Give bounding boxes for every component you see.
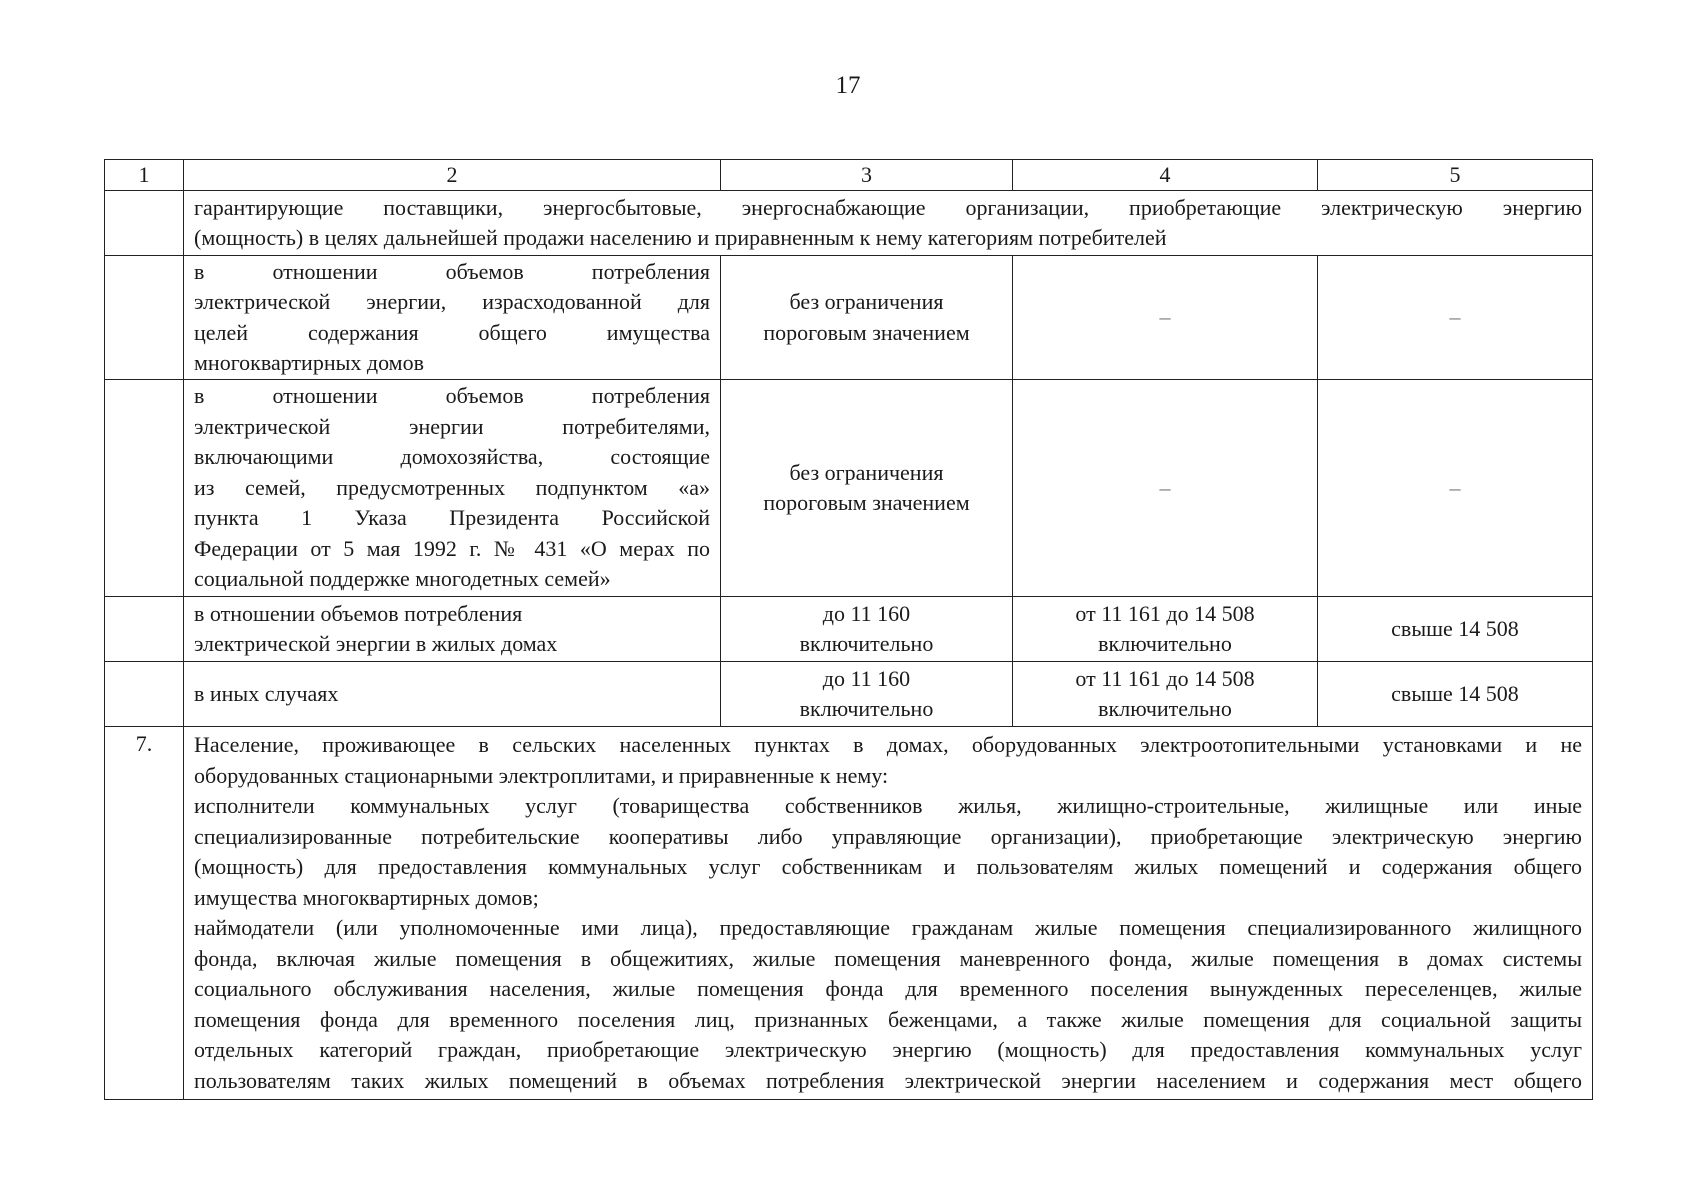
table-row — [105, 597, 1593, 662]
text-line: фонда, включая жилые помещения в общежитиях, жилые помещения маневренного фонда, жилые помещения в домах системы — [194, 945, 1582, 971]
dash-cell: – — [1318, 256, 1593, 380]
intro-text — [184, 191, 1593, 256]
text-line: специализированные потребительские кооперативы либо управляющие организации), приобретающие электрическую энергию — [194, 823, 1582, 849]
threshold-cell — [721, 597, 1013, 662]
header-cell: 1 — [105, 160, 184, 191]
text-line: электрической энергии в жилых домах — [194, 631, 558, 656]
row-number: 7. — [105, 727, 184, 1100]
threshold-cell — [721, 380, 1013, 597]
text-line: многоквартирных домов — [194, 350, 424, 375]
text-line: оборудованных стационарными электроплитами, и приравненные к нему: — [194, 762, 889, 788]
text-line: без ограничения — [789, 289, 944, 314]
text-line: от 11 161 до 14 508 — [1075, 600, 1255, 626]
table-row — [105, 727, 1593, 1100]
row-number — [105, 191, 184, 256]
text-line: включающими домохозяйства, состоящие — [194, 444, 710, 470]
description-cell — [184, 597, 721, 662]
row7-text — [184, 727, 1593, 1100]
empty-cell — [105, 256, 184, 380]
text-line: до 11 160 — [822, 600, 911, 626]
text-line: гарантирующие поставщики, энергосбытовые, энергоснабжающие организации, приобретающие электрическую энергию — [194, 194, 1582, 220]
text-line: (мощность) для предоставления коммунальных услуг собственникам и пользователям жилых помещений и содержания общего — [194, 854, 1582, 879]
text-line: наймодатели (или уполномоченные ими лица), предоставляющие гражданам жилые помещения специализированного жилищного — [194, 915, 1582, 940]
text-line: пороговым значением — [763, 319, 970, 345]
text-line: включительно — [1098, 696, 1232, 721]
text-line: из семей, предусмотренных подпунктом «а» — [194, 474, 710, 500]
threshold-cell: свыше 14 508 — [1318, 662, 1593, 727]
header-cell: 2 — [184, 160, 721, 191]
text-line: Федерации от 5 мая 1992 г. № 431 «О мерах по — [194, 535, 710, 561]
text-line: целей содержания общего имущества — [194, 319, 710, 345]
dash-cell: – — [1013, 256, 1318, 380]
text-line: социальной поддержке многодетных семей» — [194, 566, 611, 592]
empty-cell — [105, 662, 184, 727]
text-line: включительно — [799, 696, 934, 721]
threshold-cell — [1013, 597, 1318, 662]
text-line: в иных случаях — [194, 680, 339, 706]
description-cell — [184, 662, 721, 727]
text-line: до 11 160 — [822, 665, 911, 691]
threshold-cell: свыше 14 508 — [1318, 597, 1593, 662]
header-cell: 5 — [1318, 160, 1593, 191]
text-line: пороговым значением — [763, 490, 970, 515]
text-line: исполнители коммунальных услуг (товарищества собственников жилья, жилищно-строительные, жилищные или иные — [194, 793, 1582, 818]
text-line: электрической энергии, израсходованной для — [194, 289, 710, 314]
text-line: социального обслуживания населения, жилые помещения фонда для временного поселения вынужденных переселенцев, жилые — [194, 976, 1582, 1001]
threshold-cell — [721, 256, 1013, 380]
threshold-cell — [1013, 662, 1318, 727]
table-row — [105, 380, 1593, 597]
threshold-cell — [721, 662, 1013, 727]
text-line: без ограничения — [789, 459, 944, 485]
text-line: имущества многоквартирных домов; — [194, 884, 539, 910]
header-cell: 3 — [721, 160, 1013, 191]
text-line: электрической энергии потребителями, — [194, 413, 710, 439]
text-line: Население, проживающее в сельских населенных пунктах в домах, оборудованных электроотопительными установками и не — [194, 732, 1582, 757]
text-line: в отношении объемов потребления — [194, 600, 523, 626]
table-header-row — [105, 160, 1593, 191]
text-line: в отношении объемов потребления — [194, 383, 710, 409]
table-row — [105, 662, 1593, 727]
text-line: помещения фонда для временного поселения лиц, признанных беженцами, а также жилые помещения для социальной защиты — [194, 1006, 1582, 1032]
header-cell: 4 — [1013, 160, 1318, 191]
empty-cell — [105, 380, 184, 597]
description-cell — [184, 256, 721, 380]
page-number: 17 — [835, 72, 861, 99]
table-row — [105, 256, 1593, 380]
text-line: пользователям таких жилых помещений в объемах потребления электрической энергии населением и содержания мест общего — [194, 1067, 1582, 1093]
dash-cell: – — [1013, 380, 1318, 597]
dash-cell: – — [1318, 380, 1593, 597]
text-line: включительно — [1098, 631, 1232, 656]
text-line: пункта 1 Указа Президента Российской — [194, 505, 710, 531]
description-cell — [184, 380, 721, 597]
text-line: отдельных категорий граждан, приобретающие электрическую энергию (мощность) для предоставления коммунальных услуг — [194, 1037, 1582, 1062]
text-line: включительно — [799, 631, 934, 656]
text-line: (мощность) в целях дальнейшей продажи населению и приравненным к нему категориям потребителей — [194, 225, 1167, 250]
empty-cell — [105, 597, 184, 662]
text-line: в отношении объемов потребления — [194, 258, 710, 284]
text-line: от 11 161 до 14 508 — [1075, 665, 1255, 691]
table-row — [105, 191, 1593, 256]
tariff-table — [104, 159, 1593, 1100]
